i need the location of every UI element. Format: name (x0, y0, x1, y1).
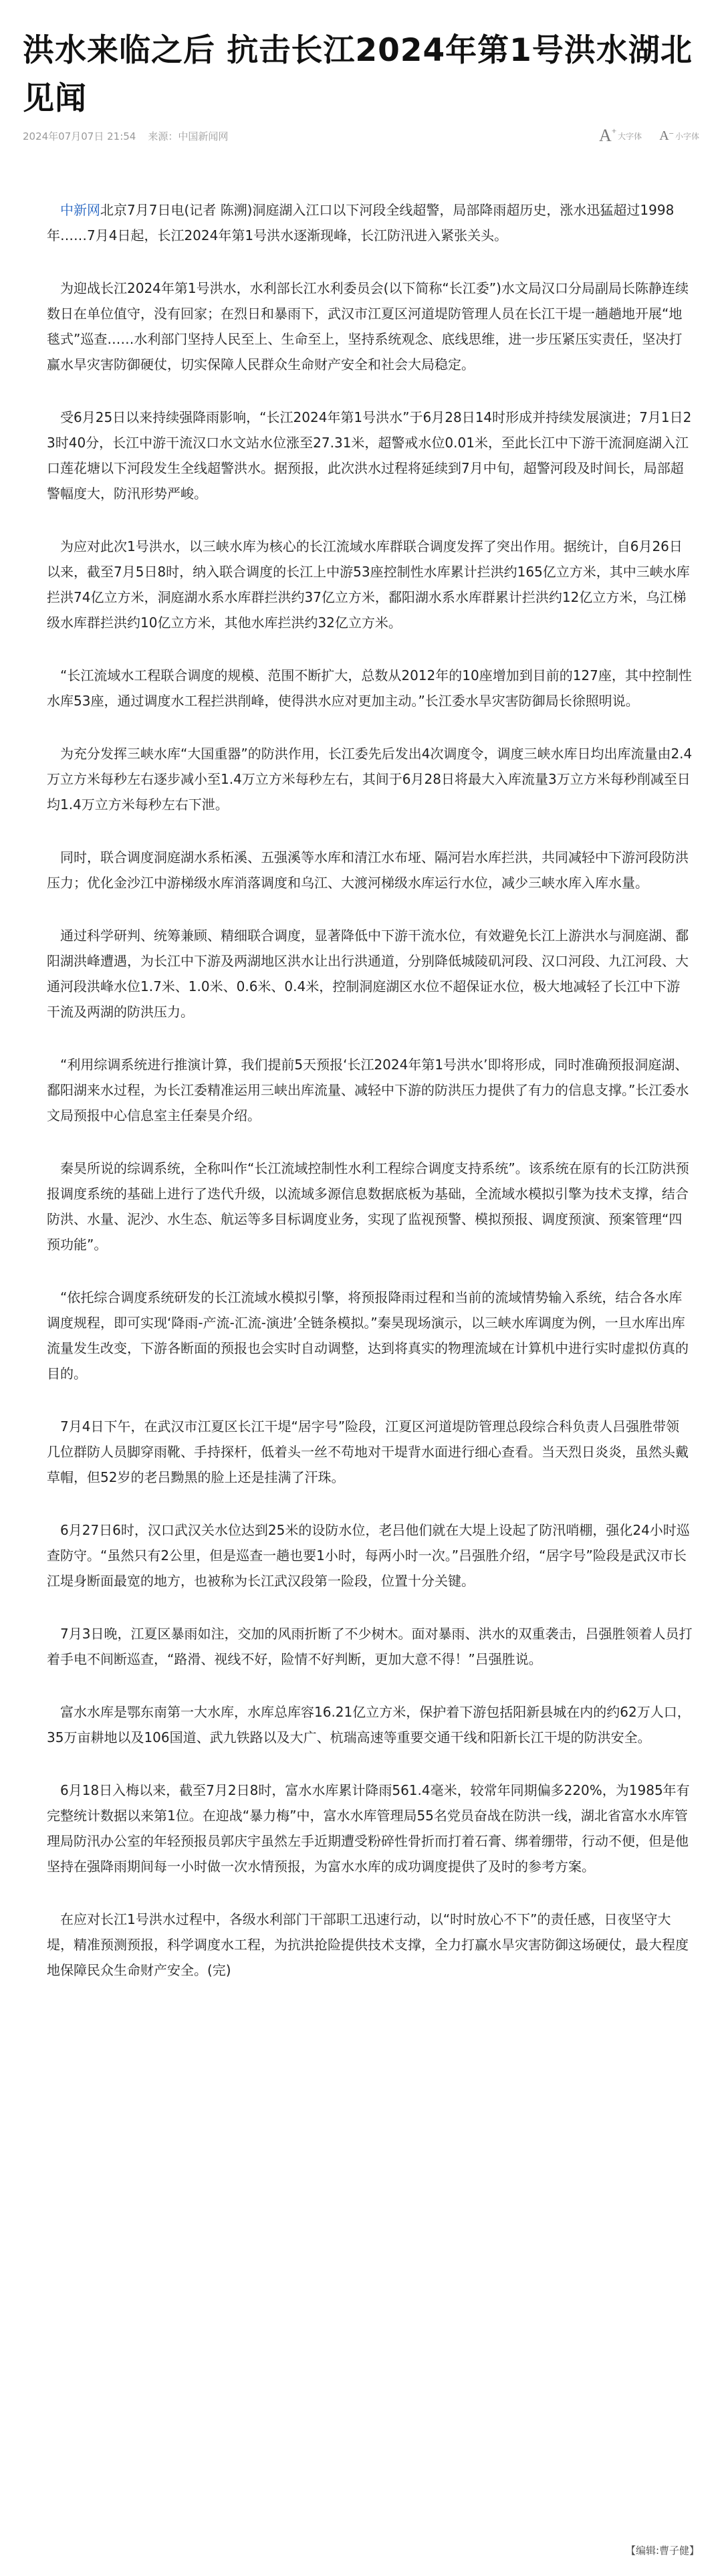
paragraph-text: 北京7月7日电(记者 陈溯)洞庭湖入江口以下河段全线超警，局部降雨超历史，涨水迅猛超过1998年……7月4日起，长江2024年第1号洪水逐渐现峰，长江防汛进入紧张关头。 (47, 202, 675, 243)
article-paragraph-4: 为应对此次1号洪水，以三峡水库为核心的长江流域水库群联合调度发挥了突出作用。据统计，自6月26日以来，截至7月5日8时，纳入联合调度的长江上中游53座控制性水库累计拦洪约165亿立方米，其中三峡水库拦洪74亿立方米，洞庭湖水系水库群拦洪约37亿立方米，鄱阳湖水系水库群累计拦洪约12亿立方米，乌江梯级水库群拦洪约10亿立方米，其他水库拦洪约32亿立方米。 (47, 538, 690, 631)
font-smaller-button[interactable] (659, 128, 699, 144)
article-paragraph-1 (47, 197, 693, 248)
publish-date: 2024年07月07日 21:54 (23, 130, 136, 142)
article-paragraph-8: 通过科学研判、统筹兼顾、精细联合调度，显著降低中下游干流水位，有效避免长江上游洪水与洞庭湖、鄱阳湖洪峰遭遇，为长江中下游及两湖地区洪水让出行洪通道，分别降低城陵矶河段、汉口河段、九江河段、大通河段洪峰水位1.7米、1.0米、0.6米、0.4米，控制洞庭湖区水位不超保证水位，极大地减轻了长江中下游干流及两湖的防洪压力。 (47, 928, 689, 1020)
article-paragraph-15: 富水水库是鄂东南第一大水库，水库总库容16.21亿立方米，保护着下游包括阳新县城在内的约62万人口，35万亩耕地以及106国道、武九铁路以及大广、杭瑞高速等重要交通干线和阳新长江干堤的防洪安全。 (47, 1704, 691, 1745)
article-title: 洪水来临之后 抗击长江2024年第1号洪水湖北见闻 (23, 32, 693, 117)
article-paragraph-16: 6月18日入梅以来，截至7月2日8时，富水水库累计降雨561.4毫米，较常年同期偏多220%，为1985年有完整统计数据以来第1位。在迎战“暴力梅”中，富水水库管理局55名党员奋战在防洪一线，湖北省富水水库管理局防汛办公室的年轻预报员郭庆宇虽然左手近期遭受粉碎性骨折而打着石膏、绑着绷带，行动不便，但是他坚持在强降雨期间每一小时做一次水情预报，为富水水库的成功调度提供了及时的参考方案。 (47, 1782, 690, 1874)
article-paragraph-11: “依托综合调度系统研发的长江流域水模拟引擎，将预报降雨过程和当前的流域情势输入系统，结合各水库调度规程，即可实现‘降雨-产流-汇流-演进’全链条模拟。”秦昊现场演示，以三峡水库调度为例，一旦水库出库流量发生改变，下游各断面的预报也会实时自动调整，达到将真实的物理流域在计算机中进行实时虚拟仿真的目的。 (47, 1289, 689, 1382)
article-body (47, 197, 693, 1983)
font-larger-label: 大字体 (618, 131, 642, 141)
font-larger-icon: A+ (599, 126, 617, 145)
article-paragraph-12: 7月4日下午，在武汉市江夏区长江干堤“居字号”险段，江夏区河道堤防管理总段综合科负责人吕强胜带领几位群防人员脚穿雨靴、手持探杆，低着头一丝不苟地对干堤背水面进行细心查看。当天烈日炎炎，虽然头戴草帽，但52岁的老吕黝黑的脸上还是挂满了汗珠。 (47, 1418, 689, 1485)
article-paragraph-5: “长江流域水工程联合调度的规模、范围不断扩大，总数从2012年的10座增加到目前的127座，其中控制性水库53座，通过调度水工程拦洪削峰，使得洪水应对更加主动。”长江委水旱灾害防御局长徐照明说。 (47, 667, 692, 709)
editor-credit: 【编辑:曹子健】 (625, 2545, 699, 2557)
article-paragraph-7: 同时，联合调度洞庭湖水系柘溪、五强溪等水库和清江水布垭、隔河岩水库拦洪，共同减轻中下游河段防洪压力；优化金沙江中游梯级水库消落调度和乌江、大渡河梯级水库运行水位，减少三峡水库入库水量。 (47, 849, 689, 891)
font-smaller-label: 小字体 (675, 131, 699, 141)
article-source: 来源：中国新闻网 (148, 130, 229, 142)
article-meta (23, 127, 699, 144)
font-smaller-icon: A− (659, 128, 674, 143)
article-paragraph-6: 为充分发挥三峡水库“大国重器”的防洪作用，长江委先后发出4次调度令，调度三峡水库日均出库流量由2.4万立方米每秒左右逐步减小至1.4万立方米每秒左右，其间于6月28日将最大入库流量3万立方米每秒削减至日均1.4万立方米每秒左右下泄。 (47, 746, 693, 813)
source-link[interactable]: 中新网 (60, 202, 100, 218)
article-paragraph-9: “利用综调系统进行推演计算，我们提前5天预报‘长江2024年第1号洪水’即将形成，同时准确预报洞庭湖、鄱阳湖来水过程，为长江委精准运用三峡出库流量、减轻中下游的防洪压力提供了有力的信息支撑。”长江委水文局预报中心信息室主任秦昊介绍。 (47, 1057, 689, 1123)
article-paragraph-14: 7月3日晚，江夏区暴雨如注，交加的风雨折断了不少树木。面对暴雨、洪水的双重袭击，吕强胜领着人员打着手电不间断巡查，“路滑、视线不好，险情不好判断，更加大意不得！”吕强胜说。 (47, 1626, 693, 1667)
article-paragraph-2: 为迎战长江2024年第1号洪水，水利部长江水利委员会(以下简称“长江委”)水文局汉口分局副局长陈静连续数日在单位值守，没有回家；在烈日和暴雨下，武汉市江夏区河道堤防管理人员在长江干堤一趟趟地开展“地毯式”巡查……水利部门坚持人民至上、生命至上，坚持系统观念、底线思维，进一步压紧压实责任，坚决打赢水旱灾害防御硬仗，切实保障人民群众生命财产安全和社会大局稳定。 (47, 280, 689, 372)
article-paragraph-10: 秦昊所说的综调系统，全称叫作“长江流域控制性水利工程综合调度支持系统”。该系统在原有的长江防洪预报调度系统的基础上进行了迭代升级，以流域多源信息数据底板为基础，全流域水模拟引擎为技术支撑，结合防洪、水量、泥沙、水生态、航运等多目标调度业务，实现了监视预警、模拟预报、调度预演、预案管理“四预功能”。 (47, 1160, 689, 1253)
article-paragraph-17: 在应对长江1号洪水过程中，各级水利部门干部职工迅速行动，以“时时放心不下”的责任感，日夜坚守大堤，精准预测预报，科学调度水工程，为抗洪抢险提供技术支撑，全力打赢水旱灾害防御这场硬仗，最大程度地保障民众生命财产安全。(完) (47, 1911, 689, 1978)
font-larger-button[interactable] (599, 126, 642, 146)
article-paragraph-13: 6月27日6时，汉口武汉关水位达到25米的设防水位，老吕他们就在大堤上设起了防汛哨棚，强化24小时巡查防守。“虽然只有2公里，但是巡查一趟也要1小时，每两小时一次。”吕强胜介绍，“居字号”险段是武汉市长江堤身断面最宽的地方，也被称为长江武汉段第一险段，位置十分关键。 (47, 1522, 690, 1589)
article-paragraph-3: 受6月25日以来持续强降雨影响，“长江2024年第1号洪水”于6月28日14时形成并持续发展演进；7月1日23时40分，长江中游干流汉口水文站水位涨至27.31米，超警戒水位0.01米，至此长江中下游干流洞庭湖入江口莲花塘以下河段发生全线超警洪水。据预报，此次洪水过程将延续到7月中旬，超警河段及时间长，局部超警幅度大，防汛形势严峻。 (47, 409, 692, 502)
